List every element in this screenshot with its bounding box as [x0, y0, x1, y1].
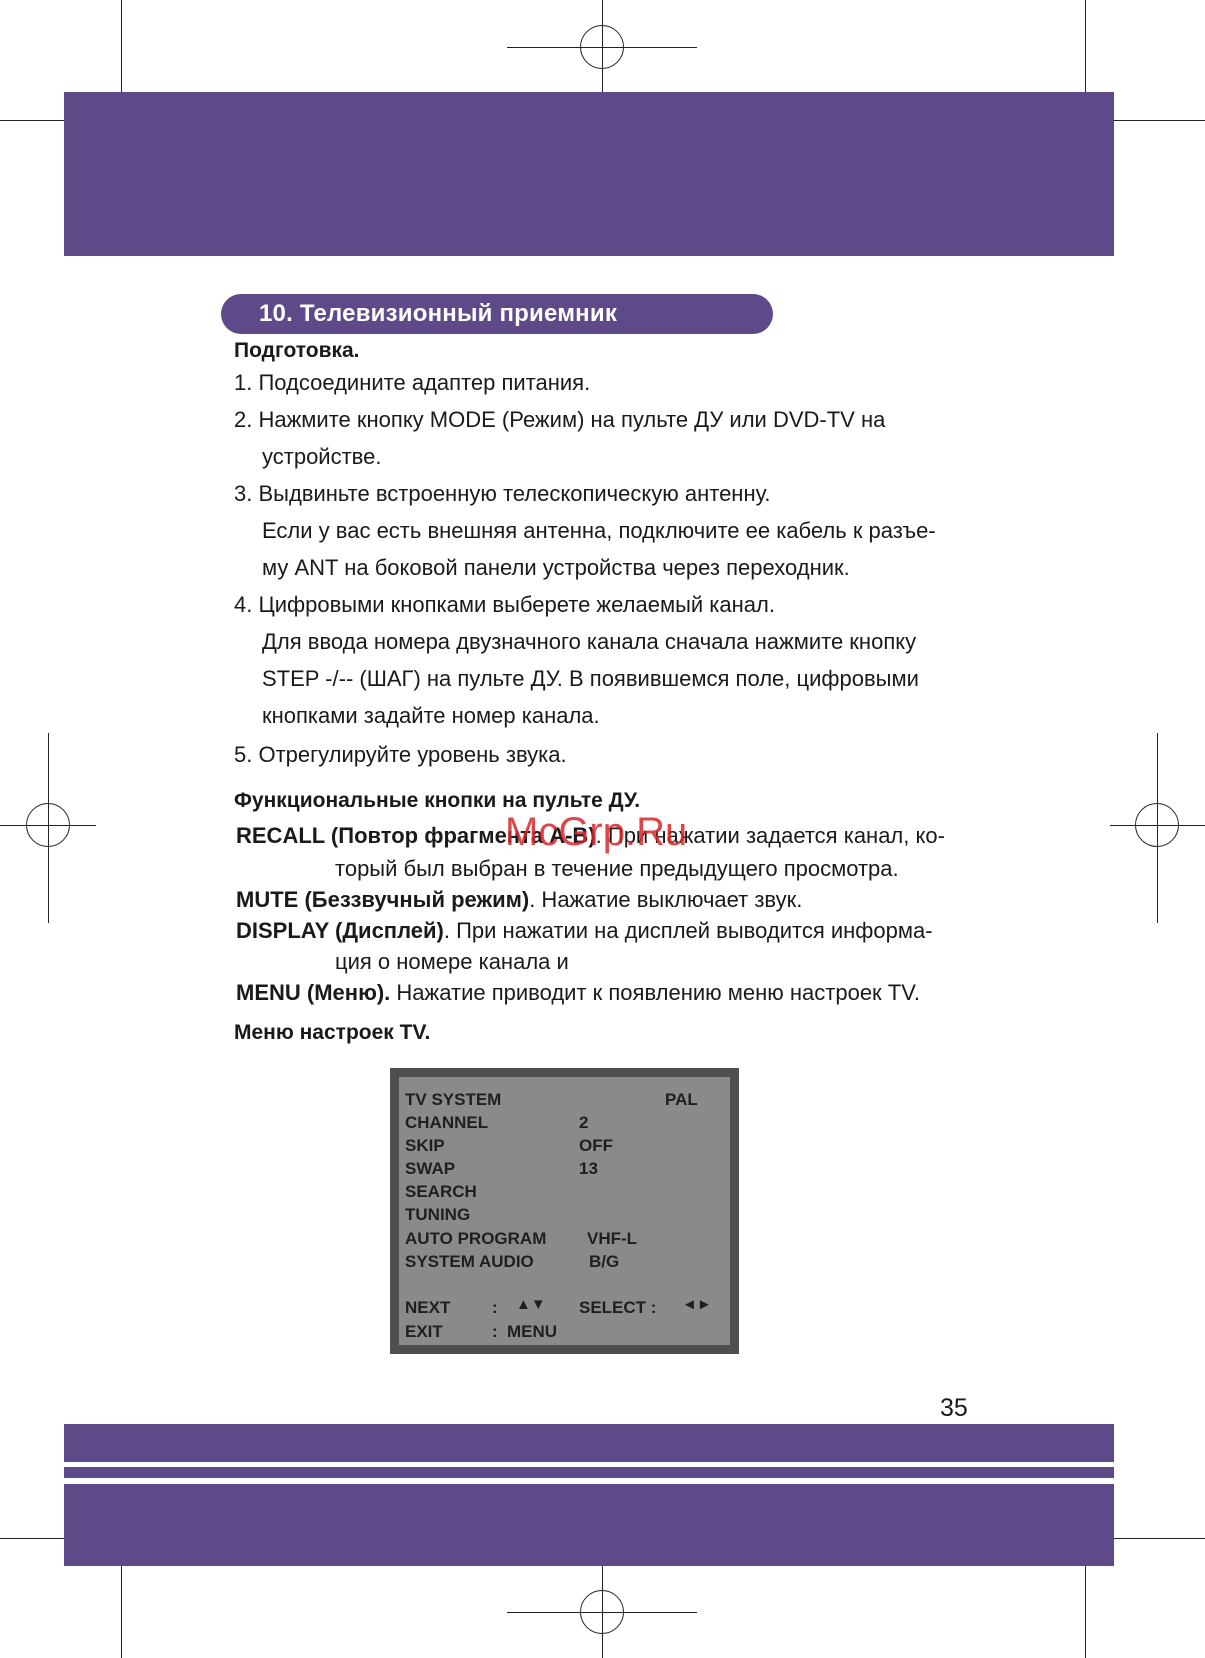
prep-line: устройстве.	[262, 444, 382, 469]
registration-target-icon	[580, 1590, 624, 1634]
prep-line: 4. Цифровыми кнопками выберете желаемый канал.	[234, 592, 775, 617]
footer-band-top	[64, 1424, 1114, 1462]
watermark: McGrp.Ru	[505, 810, 688, 854]
mute-description	[236, 887, 802, 913]
prep-line: Для ввода номера двузначного канала сначала нажмите кнопку	[262, 629, 917, 654]
crop-mark	[1110, 120, 1205, 121]
registration-target-icon	[1135, 803, 1179, 847]
menu-row-value: OFF	[579, 1136, 613, 1155]
menu-row-label: SKIP	[405, 1136, 445, 1155]
prep-line: Если у вас есть внешняя антенна, подключите ее кабель к разъе-	[262, 518, 936, 543]
display-description	[236, 918, 933, 944]
recall-label: RECALL (Повтор фрагмента A-B)	[236, 823, 596, 848]
crop-mark	[1110, 1538, 1205, 1539]
exit-separator: :	[492, 1322, 498, 1341]
page-number: 35	[940, 1394, 968, 1422]
menu-row-label: SWAP	[405, 1159, 456, 1178]
prep-line: STEP -/-- (ШАГ) на пульте ДУ. В появившемся поле, цифровыми	[262, 666, 919, 691]
display-label: DISPLAY (Дисплей)	[236, 918, 444, 943]
menu-row-value: B/G	[589, 1252, 620, 1271]
display-text-cont: ция о номере канала и	[335, 949, 569, 974]
prep-line: 1. Подсоедините адаптер питания.	[234, 370, 591, 395]
menu-row-value: 2	[579, 1113, 589, 1132]
recall-text: . При нажатии задается канал, ко-	[595, 823, 945, 848]
prep-line: 5. Отрегулируйте уровень звука.	[234, 742, 567, 767]
crop-mark	[1085, 0, 1086, 96]
crop-mark	[121, 0, 122, 96]
menu-description	[236, 980, 920, 1006]
menu-row-value: VHF-L	[587, 1229, 638, 1248]
menu-row-value: 13	[579, 1159, 598, 1178]
prep-line: кнопками задайте номер канала.	[262, 703, 600, 728]
tv-menu-heading: Меню настроек TV.	[234, 1021, 431, 1044]
next-separator: :	[492, 1298, 498, 1317]
recall-text-cont: торый был выбран в течение предыдущего просмотра.	[335, 856, 899, 881]
prep-line: 3. Выдвиньте встроенную телескопическую антенну.	[234, 481, 771, 506]
section-title: 10. Телевизионный приемник	[221, 294, 773, 334]
exit-label: EXIT	[405, 1322, 443, 1341]
next-label: NEXT	[405, 1298, 451, 1317]
menu-row-label: TV SYSTEM	[405, 1090, 502, 1109]
tv-menu-screen	[390, 1068, 739, 1354]
menu-label: MENU (Меню).	[236, 980, 391, 1005]
footer-stripe	[64, 1467, 1114, 1478]
registration-target-icon	[580, 25, 624, 69]
left-right-arrows-icon: ◄►	[682, 1296, 712, 1313]
header-band	[64, 92, 1114, 256]
preparation-heading: Подготовка.	[234, 339, 360, 362]
display-text: . При нажатии на дисплей выводится информа-	[443, 918, 933, 943]
registration-target-icon	[26, 803, 70, 847]
menu-row-value: PAL	[665, 1090, 698, 1109]
mute-label: MUTE (Беззвучный режим)	[236, 887, 530, 912]
menu-row-label: CHANNEL	[405, 1113, 489, 1132]
crop-mark	[1085, 1565, 1086, 1658]
menu-text: Нажатие приводит к появлению меню настроек TV.	[390, 980, 920, 1005]
footer-band-bottom	[64, 1484, 1114, 1566]
prep-line: 2. Нажмите кнопку MODE (Режим) на пульте ДУ или DVD-TV на	[234, 407, 886, 432]
menu-row-label: SYSTEM AUDIO	[405, 1252, 534, 1271]
exit-value: MENU	[507, 1322, 558, 1341]
prep-line: му ANT на боковой панели устройства через переходник.	[262, 555, 850, 580]
menu-row-label: AUTO PROGRAM	[405, 1229, 547, 1248]
crop-mark	[121, 1565, 122, 1658]
functions-heading: Функциональные кнопки на пульте ДУ.	[234, 789, 641, 812]
up-down-arrows-icon: ▲▼	[516, 1296, 546, 1313]
menu-row-label: TUNING	[405, 1205, 471, 1224]
select-label: SELECT :	[579, 1298, 657, 1317]
mute-text: . Нажатие выключает звук.	[529, 887, 803, 912]
menu-row-label: SEARCH	[405, 1182, 477, 1201]
